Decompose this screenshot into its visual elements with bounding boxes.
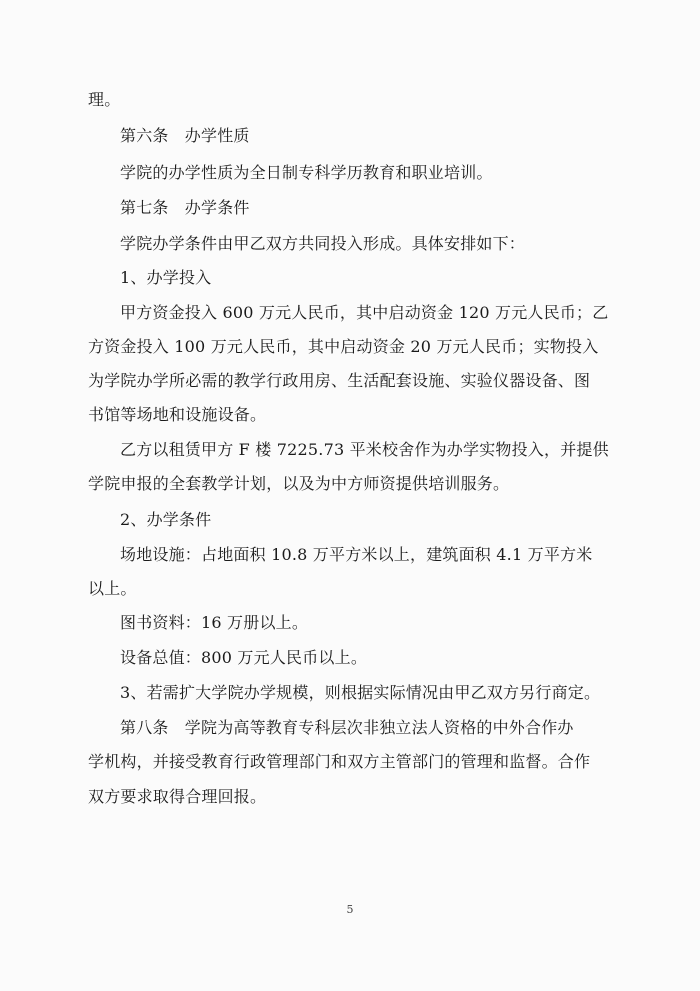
section-2-heading: 2、办学条件 [120,510,212,529]
text-line: 学机构，并接受教育行政管理部门和双方主管部门的管理和监督。合作 [88,752,591,771]
text-line: 为学院办学所必需的教学行政用房、生活配套设施、实验仪器设备、图 [88,371,591,390]
text-line: 场地设施：占地面积 10.8 万平方米以上，建筑面积 4.1 万平方米 [120,545,593,564]
text-line: 设备总值：800 万元人民币以上。 [120,648,368,667]
text-line: 学院的办学性质为全日制专科学历教育和职业培训。 [120,163,493,182]
article-6-heading: 第六条 办学性质 [120,126,250,145]
section-3-line: 3、若需扩大学院办学规模，则根据实际情况由甲乙双方另行商定。 [120,683,601,702]
text-line: 甲方资金投入 600 万元人民币，其中启动资金 120 万元人民币；乙 [120,303,609,322]
text-line: 双方要求取得合理回报。 [88,787,267,806]
text-line: 以上。 [88,579,137,598]
article-7-heading: 第七条 办学条件 [120,198,250,217]
text-line: 理。 [88,90,121,109]
text-line: 方资金投入 100 万元人民币，其中启动资金 20 万元人民币；实物投入 [88,337,599,356]
section-1-heading: 1、办学投入 [120,268,212,287]
text-line: 图书资料：16 万册以上。 [120,613,309,632]
text-line: 乙方以租赁甲方 F 楼 7225.73 平米校舍作为办学实物投入，并提供 [120,440,609,459]
text-line: 学院申报的全套教学计划，以及为中方师资提供培训服务。 [88,474,510,493]
text-line: 书馆等场地和设施设备。 [88,405,267,424]
page-number: 5 [346,903,354,916]
article-8-line: 第八条 学院为高等教育专科层次非独立法人资格的中外合作办 [120,718,574,737]
text-line: 学院办学条件由甲乙双方共同投入形成。具体安排如下： [120,234,526,253]
